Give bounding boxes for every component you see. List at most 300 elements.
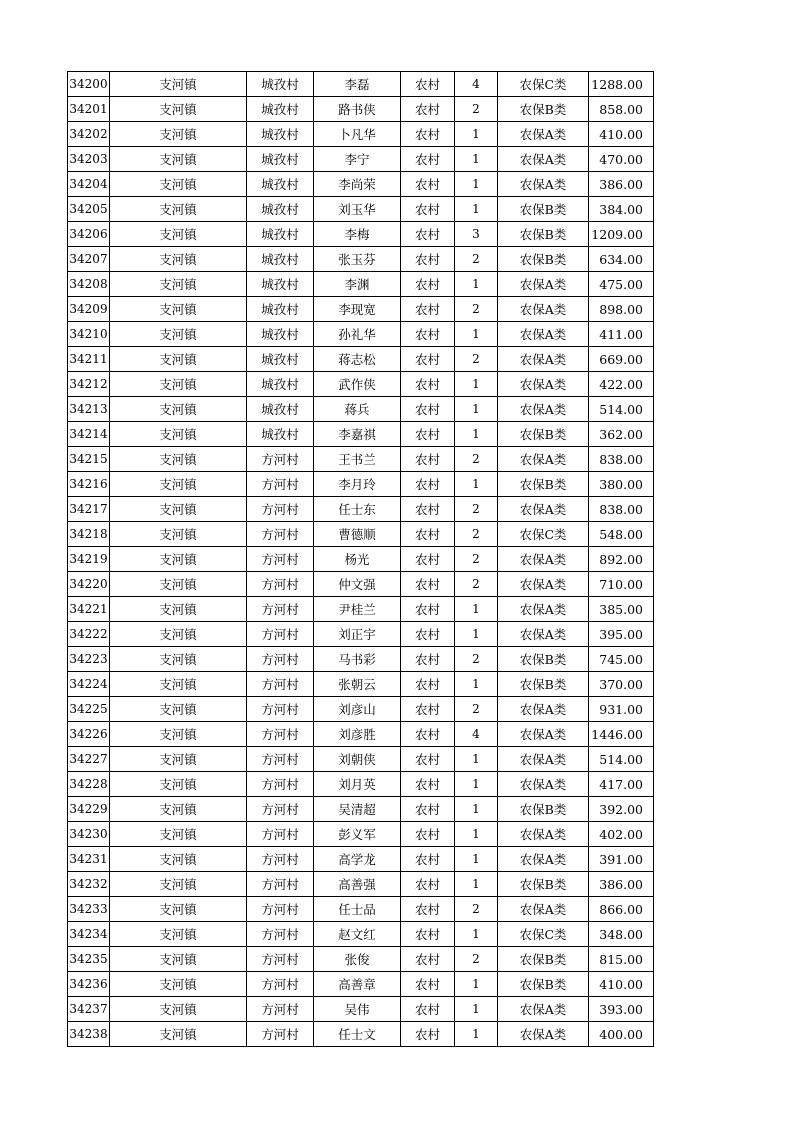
table-row [68, 222, 654, 247]
village-cell: 方河村 [247, 797, 314, 822]
town-cell: 支河镇 [110, 272, 247, 297]
town-cell: 支河镇 [110, 122, 247, 147]
amount-cell: 470.00 [589, 147, 654, 172]
insurance-class-cell: 农保A类 [498, 547, 589, 572]
household-size-cell: 1 [455, 922, 498, 947]
town-cell: 支河镇 [110, 922, 247, 947]
area-type-cell: 农村 [401, 272, 455, 297]
insurance-class-cell: 农保B类 [498, 472, 589, 497]
name-cell: 尹桂兰 [314, 597, 401, 622]
name-cell: 高善章 [314, 972, 401, 997]
household-size-cell: 2 [455, 697, 498, 722]
record-id-cell: 34220 [68, 572, 110, 597]
insurance-class-cell: 农保A类 [498, 997, 589, 1022]
household-size-cell: 2 [455, 247, 498, 272]
household-size-cell: 1 [455, 672, 498, 697]
town-cell: 支河镇 [110, 347, 247, 372]
record-id-cell: 34222 [68, 622, 110, 647]
name-cell: 吴伟 [314, 997, 401, 1022]
village-cell: 方河村 [247, 447, 314, 472]
name-cell: 刘彦胜 [314, 722, 401, 747]
household-size-cell: 1 [455, 772, 498, 797]
record-id-cell: 34208 [68, 272, 110, 297]
insurance-class-cell: 农保C类 [498, 922, 589, 947]
table-row [68, 172, 654, 197]
record-id-cell: 34238 [68, 1022, 110, 1047]
amount-cell: 402.00 [589, 822, 654, 847]
record-id-cell: 34226 [68, 722, 110, 747]
village-cell: 方河村 [247, 772, 314, 797]
village-cell: 城孜村 [247, 372, 314, 397]
insurance-class-cell: 农保A类 [498, 697, 589, 722]
table-row [68, 1022, 654, 1047]
amount-cell: 348.00 [589, 922, 654, 947]
town-cell: 支河镇 [110, 547, 247, 572]
household-size-cell: 2 [455, 297, 498, 322]
household-size-cell: 1 [455, 747, 498, 772]
record-id-cell: 34218 [68, 522, 110, 547]
household-size-cell: 4 [455, 722, 498, 747]
record-id-cell: 34215 [68, 447, 110, 472]
area-type-cell: 农村 [401, 672, 455, 697]
household-size-cell: 1 [455, 622, 498, 647]
household-size-cell: 1 [455, 397, 498, 422]
village-cell: 方河村 [247, 922, 314, 947]
village-cell: 方河村 [247, 872, 314, 897]
table-row [68, 622, 654, 647]
record-id-cell: 34231 [68, 847, 110, 872]
amount-cell: 386.00 [589, 172, 654, 197]
area-type-cell: 农村 [401, 197, 455, 222]
name-cell: 刘朝侠 [314, 747, 401, 772]
insurance-class-cell: 农保B类 [498, 972, 589, 997]
amount-cell: 422.00 [589, 372, 654, 397]
village-cell: 方河村 [247, 497, 314, 522]
village-cell: 城孜村 [247, 322, 314, 347]
amount-cell: 898.00 [589, 297, 654, 322]
record-id-cell: 34213 [68, 397, 110, 422]
name-cell: 任士品 [314, 897, 401, 922]
insurance-class-cell: 农保B类 [498, 797, 589, 822]
table-row [68, 247, 654, 272]
town-cell: 支河镇 [110, 647, 247, 672]
insurance-class-cell: 农保A类 [498, 122, 589, 147]
amount-cell: 395.00 [589, 622, 654, 647]
table-row [68, 597, 654, 622]
area-type-cell: 农村 [401, 422, 455, 447]
town-cell: 支河镇 [110, 597, 247, 622]
village-cell: 方河村 [247, 647, 314, 672]
household-size-cell: 1 [455, 1022, 498, 1047]
table-row [68, 972, 654, 997]
area-type-cell: 农村 [401, 572, 455, 597]
area-type-cell: 农村 [401, 947, 455, 972]
name-cell: 张俊 [314, 947, 401, 972]
amount-cell: 410.00 [589, 972, 654, 997]
record-id-cell: 34232 [68, 872, 110, 897]
area-type-cell: 农村 [401, 247, 455, 272]
amount-cell: 838.00 [589, 497, 654, 522]
household-size-cell: 2 [455, 347, 498, 372]
village-cell: 城孜村 [247, 172, 314, 197]
record-id-cell: 34235 [68, 947, 110, 972]
record-id-cell: 34233 [68, 897, 110, 922]
insurance-class-cell: 农保A类 [498, 847, 589, 872]
town-cell: 支河镇 [110, 147, 247, 172]
household-size-cell: 2 [455, 547, 498, 572]
area-type-cell: 农村 [401, 972, 455, 997]
insurance-class-cell: 农保C类 [498, 522, 589, 547]
name-cell: 卜凡华 [314, 122, 401, 147]
town-cell: 支河镇 [110, 372, 247, 397]
record-id-cell: 34228 [68, 772, 110, 797]
household-size-cell: 2 [455, 647, 498, 672]
insurance-class-cell: 农保A类 [498, 372, 589, 397]
amount-cell: 858.00 [589, 97, 654, 122]
record-id-cell: 34214 [68, 422, 110, 447]
amount-cell: 931.00 [589, 697, 654, 722]
table-row [68, 472, 654, 497]
table-row [68, 672, 654, 697]
town-cell: 支河镇 [110, 322, 247, 347]
name-cell: 李月玲 [314, 472, 401, 497]
household-size-cell: 1 [455, 322, 498, 347]
town-cell: 支河镇 [110, 422, 247, 447]
amount-cell: 1446.00 [589, 722, 654, 747]
household-size-cell: 2 [455, 897, 498, 922]
record-id-cell: 34202 [68, 122, 110, 147]
table-row [68, 997, 654, 1022]
insurance-class-cell: 农保A类 [498, 897, 589, 922]
table-row [68, 722, 654, 747]
record-id-cell: 34206 [68, 222, 110, 247]
household-size-cell: 2 [455, 572, 498, 597]
amount-cell: 384.00 [589, 197, 654, 222]
table-row [68, 847, 654, 872]
record-id-cell: 34219 [68, 547, 110, 572]
insurance-class-cell: 农保A类 [498, 147, 589, 172]
record-id-cell: 34205 [68, 197, 110, 222]
table-row [68, 272, 654, 297]
table-row [68, 422, 654, 447]
name-cell: 张朝云 [314, 672, 401, 697]
table-row [68, 397, 654, 422]
town-cell: 支河镇 [110, 247, 247, 272]
record-id-cell: 34216 [68, 472, 110, 497]
village-cell: 城孜村 [247, 147, 314, 172]
amount-cell: 411.00 [589, 322, 654, 347]
insurance-class-cell: 农保A类 [498, 822, 589, 847]
village-cell: 城孜村 [247, 297, 314, 322]
area-type-cell: 农村 [401, 997, 455, 1022]
record-id-cell: 34201 [68, 97, 110, 122]
table-row [68, 147, 654, 172]
household-size-cell: 1 [455, 872, 498, 897]
name-cell: 路书侠 [314, 97, 401, 122]
amount-cell: 391.00 [589, 847, 654, 872]
area-type-cell: 农村 [401, 397, 455, 422]
household-size-cell: 1 [455, 822, 498, 847]
town-cell: 支河镇 [110, 872, 247, 897]
amount-cell: 400.00 [589, 1022, 654, 1047]
insurance-class-cell: 农保A类 [498, 347, 589, 372]
area-type-cell: 农村 [401, 822, 455, 847]
name-cell: 高善强 [314, 872, 401, 897]
area-type-cell: 农村 [401, 697, 455, 722]
village-cell: 方河村 [247, 747, 314, 772]
name-cell: 彭义军 [314, 822, 401, 847]
table-row [68, 497, 654, 522]
amount-cell: 892.00 [589, 547, 654, 572]
village-cell: 城孜村 [247, 347, 314, 372]
insurance-class-cell: 农保A类 [498, 272, 589, 297]
name-cell: 蒋志松 [314, 347, 401, 372]
insurance-class-cell: 农保B类 [498, 872, 589, 897]
insurance-class-cell: 农保B类 [498, 222, 589, 247]
village-cell: 方河村 [247, 622, 314, 647]
table-row [68, 347, 654, 372]
record-id-cell: 34229 [68, 797, 110, 822]
household-size-cell: 2 [455, 497, 498, 522]
record-id-cell: 34221 [68, 597, 110, 622]
town-cell: 支河镇 [110, 397, 247, 422]
area-type-cell: 农村 [401, 297, 455, 322]
record-id-cell: 34225 [68, 697, 110, 722]
record-id-cell: 34211 [68, 347, 110, 372]
village-cell: 城孜村 [247, 122, 314, 147]
name-cell: 曹德顺 [314, 522, 401, 547]
table-row [68, 822, 654, 847]
table-row [68, 897, 654, 922]
village-cell: 方河村 [247, 547, 314, 572]
allowance-table [67, 71, 654, 1047]
household-size-cell: 1 [455, 172, 498, 197]
name-cell: 刘月英 [314, 772, 401, 797]
village-cell: 方河村 [247, 597, 314, 622]
insurance-class-cell: 农保A类 [498, 772, 589, 797]
record-id-cell: 34237 [68, 997, 110, 1022]
insurance-class-cell: 农保A类 [498, 747, 589, 772]
table-row [68, 922, 654, 947]
town-cell: 支河镇 [110, 947, 247, 972]
record-id-cell: 34200 [68, 72, 110, 97]
record-id-cell: 34210 [68, 322, 110, 347]
household-size-cell: 1 [455, 997, 498, 1022]
village-cell: 方河村 [247, 722, 314, 747]
area-type-cell: 农村 [401, 347, 455, 372]
name-cell: 任士东 [314, 497, 401, 522]
household-size-cell: 1 [455, 422, 498, 447]
insurance-class-cell: 农保B类 [498, 97, 589, 122]
record-id-cell: 34230 [68, 822, 110, 847]
amount-cell: 385.00 [589, 597, 654, 622]
town-cell: 支河镇 [110, 997, 247, 1022]
amount-cell: 866.00 [589, 897, 654, 922]
table-row [68, 572, 654, 597]
area-type-cell: 农村 [401, 97, 455, 122]
amount-cell: 514.00 [589, 397, 654, 422]
village-cell: 城孜村 [247, 272, 314, 297]
town-cell: 支河镇 [110, 497, 247, 522]
household-size-cell: 1 [455, 597, 498, 622]
insurance-class-cell: 农保B类 [498, 197, 589, 222]
table-row [68, 872, 654, 897]
name-cell: 李宁 [314, 147, 401, 172]
area-type-cell: 农村 [401, 147, 455, 172]
town-cell: 支河镇 [110, 297, 247, 322]
household-size-cell: 2 [455, 522, 498, 547]
town-cell: 支河镇 [110, 222, 247, 247]
household-size-cell: 1 [455, 847, 498, 872]
town-cell: 支河镇 [110, 472, 247, 497]
amount-cell: 514.00 [589, 747, 654, 772]
record-id-cell: 34203 [68, 147, 110, 172]
household-size-cell: 1 [455, 147, 498, 172]
amount-cell: 815.00 [589, 947, 654, 972]
area-type-cell: 农村 [401, 472, 455, 497]
name-cell: 高学龙 [314, 847, 401, 872]
table-row [68, 72, 654, 97]
amount-cell: 710.00 [589, 572, 654, 597]
amount-cell: 1209.00 [589, 222, 654, 247]
amount-cell: 475.00 [589, 272, 654, 297]
village-cell: 方河村 [247, 847, 314, 872]
household-size-cell: 1 [455, 122, 498, 147]
table-row [68, 797, 654, 822]
record-id-cell: 34217 [68, 497, 110, 522]
village-cell: 方河村 [247, 822, 314, 847]
town-cell: 支河镇 [110, 72, 247, 97]
village-cell: 城孜村 [247, 422, 314, 447]
area-type-cell: 农村 [401, 522, 455, 547]
area-type-cell: 农村 [401, 847, 455, 872]
table-row [68, 547, 654, 572]
town-cell: 支河镇 [110, 447, 247, 472]
amount-cell: 745.00 [589, 647, 654, 672]
amount-cell: 386.00 [589, 872, 654, 897]
insurance-class-cell: 农保B类 [498, 247, 589, 272]
area-type-cell: 农村 [401, 322, 455, 347]
amount-cell: 393.00 [589, 997, 654, 1022]
name-cell: 李尚荣 [314, 172, 401, 197]
record-id-cell: 34212 [68, 372, 110, 397]
name-cell: 吴清超 [314, 797, 401, 822]
insurance-class-cell: 农保A类 [498, 722, 589, 747]
insurance-class-cell: 农保A类 [498, 597, 589, 622]
household-size-cell: 1 [455, 972, 498, 997]
household-size-cell: 1 [455, 797, 498, 822]
name-cell: 王书兰 [314, 447, 401, 472]
village-cell: 方河村 [247, 997, 314, 1022]
name-cell: 马书彩 [314, 647, 401, 672]
area-type-cell: 农村 [401, 172, 455, 197]
village-cell: 城孜村 [247, 222, 314, 247]
insurance-class-cell: 农保A类 [498, 572, 589, 597]
village-cell: 方河村 [247, 947, 314, 972]
town-cell: 支河镇 [110, 697, 247, 722]
area-type-cell: 农村 [401, 772, 455, 797]
name-cell: 李现宽 [314, 297, 401, 322]
insurance-class-cell: 农保B类 [498, 672, 589, 697]
area-type-cell: 农村 [401, 722, 455, 747]
area-type-cell: 农村 [401, 447, 455, 472]
household-size-cell: 4 [455, 72, 498, 97]
village-cell: 方河村 [247, 572, 314, 597]
record-id-cell: 34234 [68, 922, 110, 947]
town-cell: 支河镇 [110, 572, 247, 597]
amount-cell: 1288.00 [589, 72, 654, 97]
record-id-cell: 34204 [68, 172, 110, 197]
name-cell: 杨光 [314, 547, 401, 572]
amount-cell: 380.00 [589, 472, 654, 497]
village-cell: 方河村 [247, 522, 314, 547]
amount-cell: 634.00 [589, 247, 654, 272]
area-type-cell: 农村 [401, 497, 455, 522]
table-row [68, 772, 654, 797]
town-cell: 支河镇 [110, 522, 247, 547]
household-size-cell: 2 [455, 97, 498, 122]
town-cell: 支河镇 [110, 97, 247, 122]
town-cell: 支河镇 [110, 822, 247, 847]
table-row [68, 297, 654, 322]
record-id-cell: 34227 [68, 747, 110, 772]
area-type-cell: 农村 [401, 872, 455, 897]
record-id-cell: 34207 [68, 247, 110, 272]
table-row [68, 322, 654, 347]
amount-cell: 362.00 [589, 422, 654, 447]
town-cell: 支河镇 [110, 897, 247, 922]
name-cell: 李嘉祺 [314, 422, 401, 447]
area-type-cell: 农村 [401, 897, 455, 922]
village-cell: 城孜村 [247, 247, 314, 272]
record-id-cell: 34224 [68, 672, 110, 697]
insurance-class-cell: 农保A类 [498, 447, 589, 472]
name-cell: 刘玉华 [314, 197, 401, 222]
household-size-cell: 2 [455, 447, 498, 472]
household-size-cell: 1 [455, 272, 498, 297]
village-cell: 方河村 [247, 1022, 314, 1047]
insurance-class-cell: 农保B类 [498, 422, 589, 447]
name-cell: 刘正宇 [314, 622, 401, 647]
town-cell: 支河镇 [110, 847, 247, 872]
town-cell: 支河镇 [110, 1022, 247, 1047]
village-cell: 城孜村 [247, 197, 314, 222]
town-cell: 支河镇 [110, 172, 247, 197]
record-id-cell: 34223 [68, 647, 110, 672]
insurance-class-cell: 农保A类 [498, 297, 589, 322]
name-cell: 刘彦山 [314, 697, 401, 722]
name-cell: 李磊 [314, 72, 401, 97]
area-type-cell: 农村 [401, 372, 455, 397]
table-row [68, 97, 654, 122]
town-cell: 支河镇 [110, 197, 247, 222]
amount-cell: 838.00 [589, 447, 654, 472]
table-body [68, 72, 654, 1047]
name-cell: 武作侠 [314, 372, 401, 397]
village-cell: 方河村 [247, 972, 314, 997]
town-cell: 支河镇 [110, 972, 247, 997]
name-cell: 孙礼华 [314, 322, 401, 347]
insurance-class-cell: 农保A类 [498, 622, 589, 647]
insurance-class-cell: 农保A类 [498, 172, 589, 197]
area-type-cell: 农村 [401, 222, 455, 247]
insurance-class-cell: 农保C类 [498, 72, 589, 97]
household-size-cell: 3 [455, 222, 498, 247]
area-type-cell: 农村 [401, 72, 455, 97]
area-type-cell: 农村 [401, 922, 455, 947]
insurance-class-cell: 农保A类 [498, 397, 589, 422]
village-cell: 方河村 [247, 672, 314, 697]
